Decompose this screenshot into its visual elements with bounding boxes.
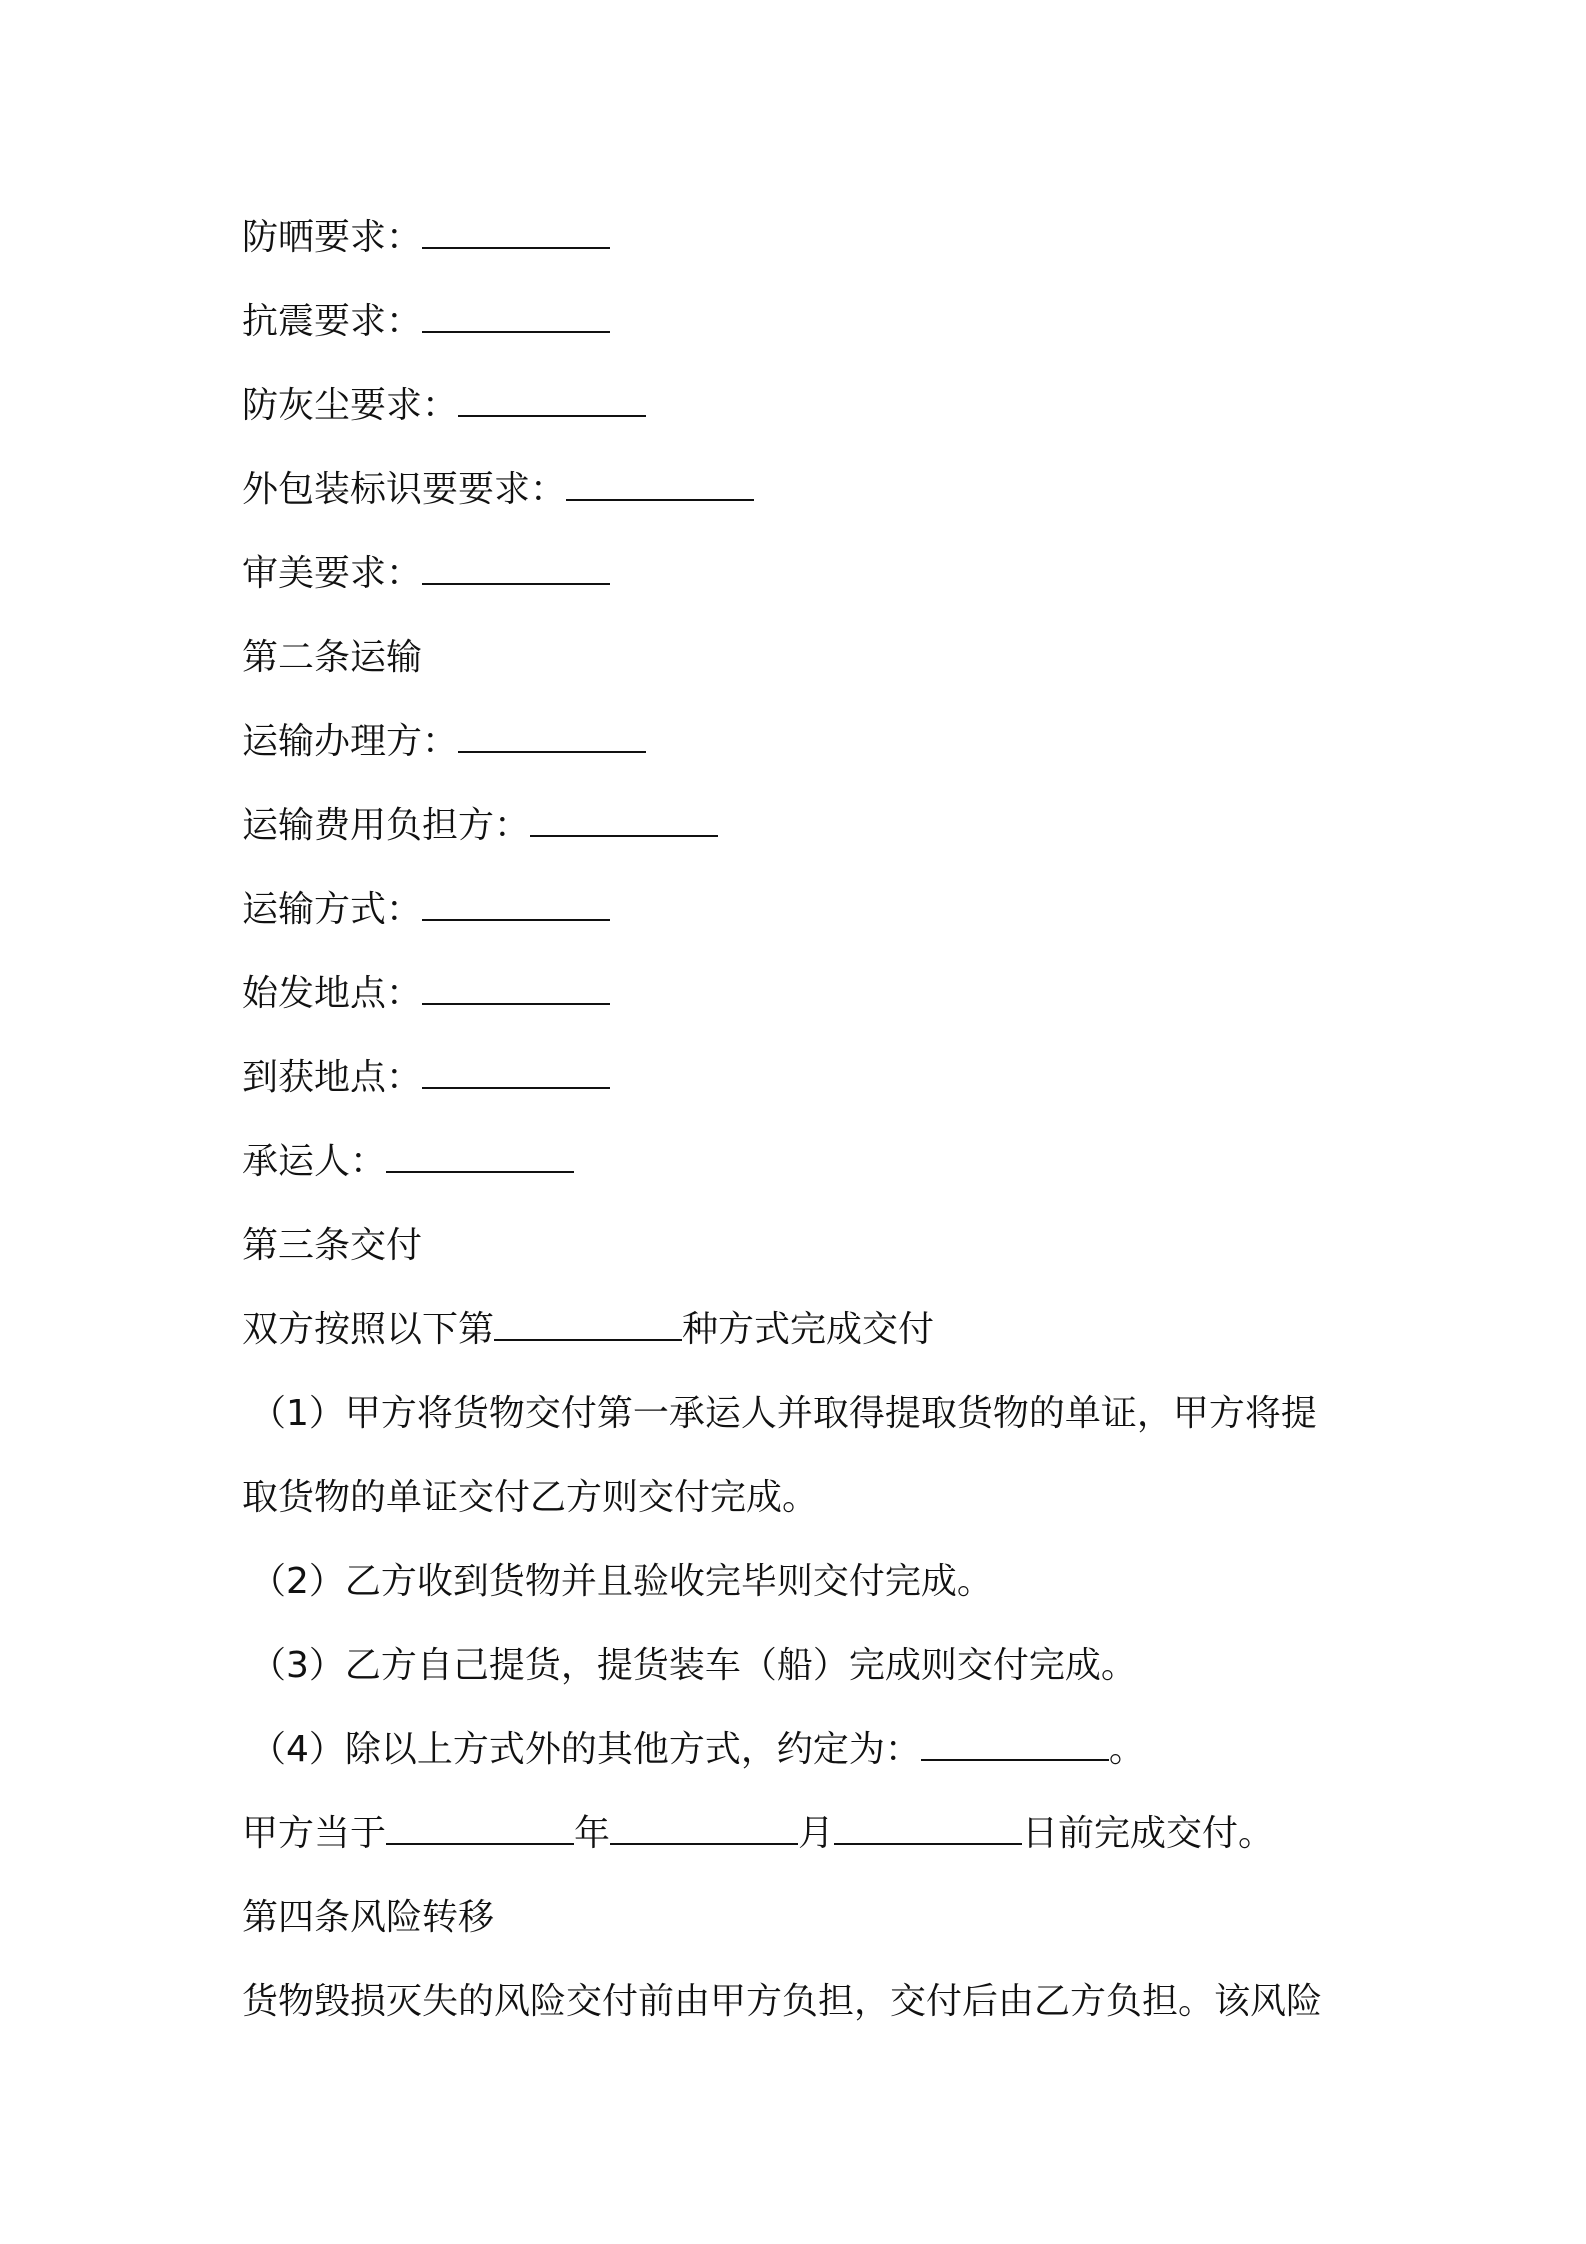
blank-transport-mode[interactable] [422,889,610,921]
blank-carrier[interactable] [386,1141,574,1173]
label-carrier: 承运人： [242,1141,387,1182]
label-dustproof: 防灰尘要求： [242,385,459,426]
option-4-after: 。 [1108,1729,1145,1770]
line-origin [242,952,1352,1036]
blank-shockproof[interactable] [422,301,610,333]
blank-sunproof[interactable] [422,217,610,249]
blank-transport-cost-bearer[interactable] [530,805,718,837]
blank-delivery-month[interactable] [610,1813,798,1845]
line-transport-mode [242,868,1352,952]
line-shockproof [242,280,1352,364]
label-shockproof: 抗震要求： [242,301,423,342]
article-3-title: 第三条交付 [242,1225,423,1266]
blank-delivery-day[interactable] [834,1813,1022,1845]
delivery-date-p4: 日前完成交付。 [1022,1813,1275,1854]
delivery-date-p1: 甲方当于 [242,1813,387,1854]
line-transport-cost-bearer [242,784,1352,868]
document-body [242,196,1352,2044]
option-3-line: （3）乙方自己提货，提货装车（船）完成则交付完成。 [250,1645,1137,1686]
delivery-date-p3: 月 [798,1813,835,1854]
label-destination: 到获地点： [242,1057,423,1098]
article-2-title: 第二条运输 [242,637,423,678]
line-option-4 [242,1708,1352,1792]
article-4-title: 第四条风险转移 [242,1897,495,1938]
blank-origin[interactable] [422,973,610,1005]
label-outer-pack-mark: 外包装标识要要求： [242,469,567,510]
blank-transport-handler[interactable] [458,721,646,753]
delivery-choice-after: 种方式完成交付 [682,1309,935,1350]
line-outer-pack-mark [242,448,1352,532]
line-delivery-choice [242,1288,1352,1372]
option-1-line-a: （1）甲方将货物交付第一承运人并取得提取货物的单证，甲方将提 [250,1393,1317,1434]
blank-delivery-choice[interactable] [494,1309,682,1341]
label-aesthetic: 审美要求： [242,553,423,594]
delivery-date-p2: 年 [574,1813,611,1854]
option-1-line-b: 取货物的单证交付乙方则交付完成。 [242,1477,819,1518]
label-sunproof: 防晒要求： [242,217,423,258]
blank-aesthetic[interactable] [422,553,610,585]
option-4-before: （4）除以上方式外的其他方式，约定为： [250,1729,921,1770]
blank-destination[interactable] [422,1057,610,1089]
line-destination [242,1036,1352,1120]
blank-delivery-year[interactable] [386,1813,574,1845]
label-origin: 始发地点： [242,973,423,1014]
line-carrier [242,1120,1352,1204]
line-sunproof [242,196,1352,280]
option-2-line: （2）乙方收到货物并且验收完毕则交付完成。 [250,1561,993,1602]
label-transport-mode: 运输方式： [242,889,423,930]
delivery-choice-before: 双方按照以下第 [242,1309,495,1350]
label-transport-handler: 运输办理方： [242,721,459,762]
line-transport-handler [242,700,1352,784]
risk-text-line: 货物毁损灭失的风险交付前由甲方负担，交付后由乙方负担。该风险 [242,1981,1323,2022]
line-delivery-date [242,1792,1352,1876]
label-transport-cost-bearer: 运输费用负担方： [242,805,531,846]
blank-dustproof[interactable] [458,385,646,417]
blank-option-4[interactable] [921,1729,1109,1761]
blank-outer-pack-mark[interactable] [566,469,754,501]
line-dustproof [242,364,1352,448]
line-aesthetic [242,532,1352,616]
